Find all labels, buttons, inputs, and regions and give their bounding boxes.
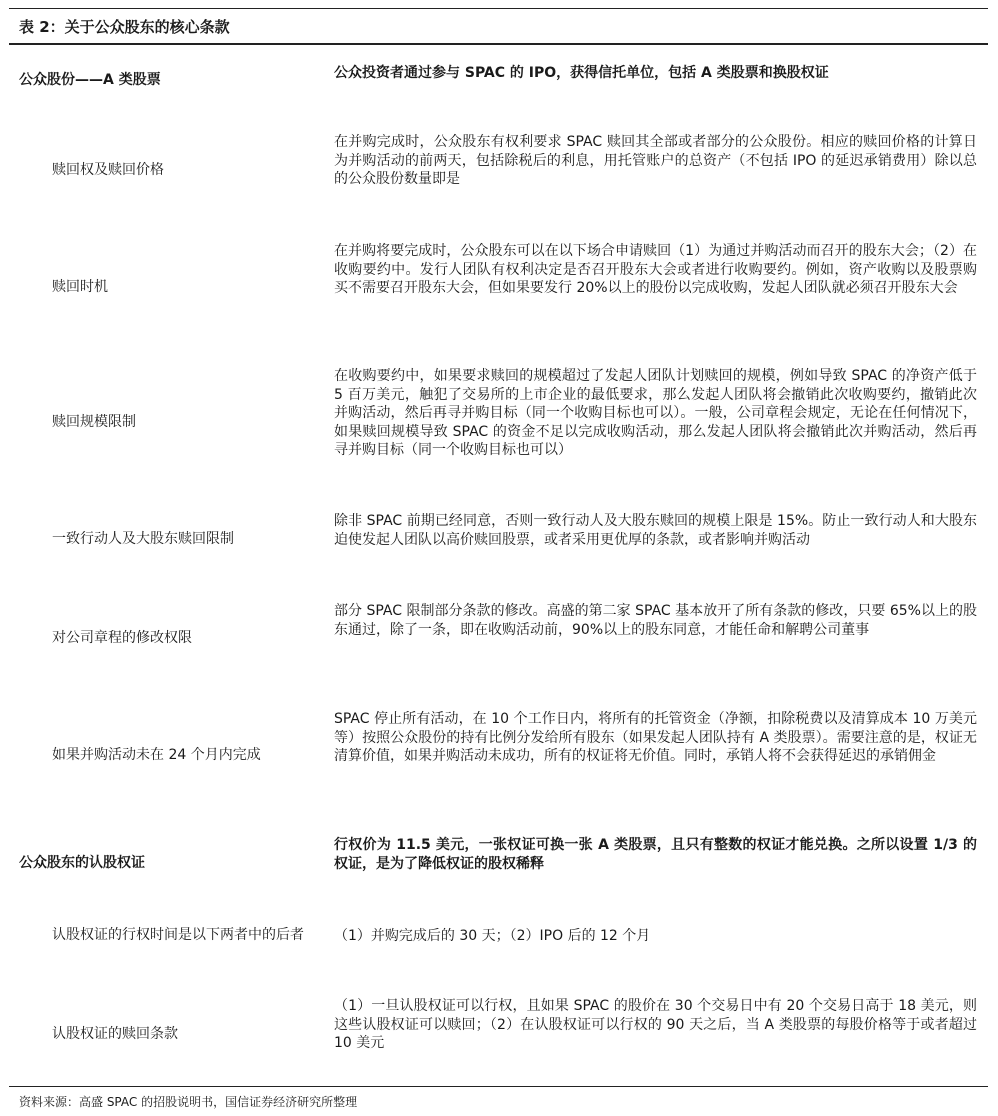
row-label-public-warrants: 公众股东的认股权证	[19, 855, 145, 871]
row-text-warrant-redemption: （1）一旦认股权证可以行权，且如果 SPAC 的股价在 30 个交易日中有 20 个交易日高于 18 美元，则这些认股权证可以赎回；（2）在认股权证可以行权的 90 天之后，当 A 类股票的每股价格等于或者超过 10 美元	[334, 998, 977, 1051]
row-label-charter-amendment: 对公司章程的修改权限	[52, 630, 192, 646]
row-text-redemption-limit: 在收购要约中，如果要求赎回的规模超过了发起人团队计划赎回的规模，例如导致 SPAC 的净资产低于 5 百万美元，触犯了交易所的上市企业的最低要求，那么发起人团队将会撤销此次收购要约，撤销此次并购活动，然后再寻并购目标（同一个收购目标也可以）。一般，公司章程会规定，无论在任何情况下，如果赎回规模导致 SPAC 的资金不足以完成收购活动，那么发起人团队将会撤销此次并购活动，然后再寻并购目标（同一个收购目标也可以）	[334, 368, 977, 458]
bottom-rule	[9, 1086, 988, 1087]
row-label-concert-party-limit: 一致行动人及大股东赎回限制	[52, 531, 234, 547]
row-label-public-shares: 公众股份——A 类股票	[19, 72, 161, 88]
top-rule	[9, 8, 988, 9]
title-rule	[9, 43, 988, 45]
row-text-redemption-timing: 在并购将要完成时，公众股东可以在以下场合申请赎回（1）为通过并购活动而召开的股东大会；（2）在收购要约中。发行人团队有权利决定是否召开股东大会或者进行收购要约。例如，资产收购以及股票购买不需要召开股东大会，但如果要发行 20%以上的股份以完成收购，发起人团队就必须召开股东大会	[334, 243, 977, 296]
row-text-public-shares: 公众投资者通过参与 SPAC 的 IPO，获得信托单位，包括 A 类股票和换股权证	[334, 65, 829, 81]
row-label-exercise-period: 认股权证的行权时间是以下两者中的后者	[52, 927, 304, 943]
row-label-redemption-timing: 赎回时机	[52, 279, 108, 295]
row-label-warrant-redemption: 认股权证的赎回条款	[52, 1026, 178, 1042]
row-text-public-warrants: 行权价为 11.5 美元，一张权证可换一张 A 类股票，且只有整数的权证才能兑换。之所以设置 1/3 的权证，是为了降低权证的股权稀释	[334, 837, 977, 872]
row-text-redemption-price: 在并购完成时，公众股东有权利要求 SPAC 赎回其全部或者部分的公众股份。相应的赎回价格的计算日为并购活动的前两天，包括除税后的利息，用托管账户的总资产（不包括 IPO 的延迟承销费用）除以总的公众股份数量即是	[334, 134, 977, 187]
row-label-24-month-deadline: 如果并购活动未在 24 个月内完成	[52, 747, 261, 763]
row-text-concert-party-limit: 除非 SPAC 前期已经同意，否则一致行动人及大股东赎回的规模上限是 15%。防止一致行动人和大股东迫使发起人团队以高价赎回股票，或者采用更优厚的条款，或者影响并购活动	[334, 513, 977, 548]
row-text-charter-amendment: 部分 SPAC 限制部分条款的修改。高盛的第二家 SPAC 基本放开了所有条款的修改，只要 65%以上的股东通过，除了一条，即在收购活动前，90%以上的股东同意，才能任命和解聘公司董事	[334, 603, 977, 638]
source-note: 资料来源：高盛 SPAC 的招股说明书，国信证券经济研究所整理	[19, 1095, 358, 1109]
row-text-24-month-deadline: SPAC 停止所有活动，在 10 个工作日内，将所有的托管资金（净额，扣除税费以及清算成本 10 万美元等）按照公众股份的持有比例分发给所有股东（如果发起人团队持有 A 类股票）。需要注意的是，权证无清算价值，如果并购活动未成功，所有的权证将无价值。同时，承销人将不会获得延迟的承销佣金	[334, 711, 977, 764]
row-label-redemption-limit: 赎回规模限制	[52, 414, 136, 430]
row-text-exercise-period: （1）并购完成后的 30 天；（2）IPO 后的 12 个月	[334, 928, 651, 944]
row-label-redemption-price: 赎回权及赎回价格	[52, 162, 164, 178]
table-title: 表 2：关于公众股东的核心条款	[19, 18, 230, 36]
